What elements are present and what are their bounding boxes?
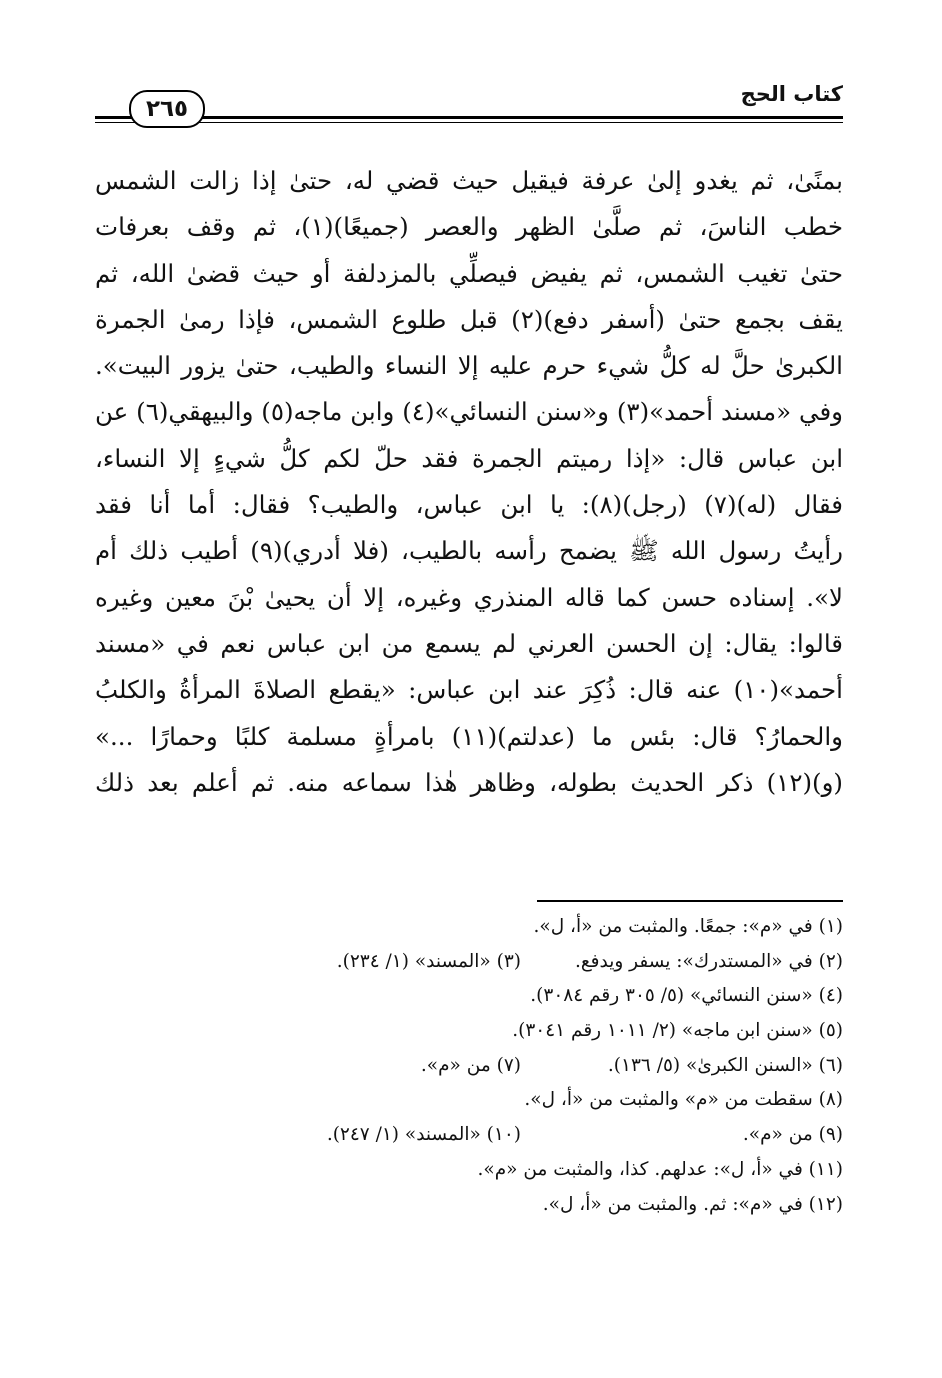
footnote-line xyxy=(95,1049,843,1084)
text-line: وفي «مسند أحمد»(٣) و«سنن النسائي»(٤) وابن ماجه(٥) والبيهقي(٦) عن xyxy=(95,397,843,427)
footnote-line xyxy=(95,1118,843,1153)
footnote: (١٢) في «م»: ثم. والمثبت من «أ، ل». xyxy=(542,1193,843,1215)
text-line: ابن عباس قال: «إذا رميتم الجمرة فقد حلّ لكم كلُّ شيءٍ إلا النساء، xyxy=(95,443,843,473)
text-line: يقف بجمع حتىٰ (أسفر دفع)(٢) قبل طلوع الشمس، فإذا رمىٰ الجمرة xyxy=(95,304,843,334)
text-line: بمنًىٰ، ثم يغدو إلىٰ عرفة فيقيل حيث قضي له، حتىٰ إذا زالت الشمس xyxy=(95,166,843,195)
running-title: كتاب الحج xyxy=(733,82,843,106)
footnote: (٢) في «المستدرك»: يسفر ويدفع. xyxy=(574,950,843,972)
text-line: أحمد»(١٠) عنه قال: ذُكِرَ عند ابن عباس: «يقطع الصلاةَ المرأةُ والكلبُ xyxy=(95,675,843,705)
text-line: حتىٰ تغيب الشمس، ثم يفيض فيصلِّي بالمزدلفة أو حيث قضىٰ الله، ثم xyxy=(95,258,843,288)
footnote: (١) في «م»: جمعًا. والمثبت من «أ، ل». xyxy=(533,916,843,937)
text-line: (و)(١٢) ذكر الحديث بطوله، وظاهر هٰذا سماعه منه. ثم أعلم بعد ذلك xyxy=(95,767,843,797)
header-rule-thick xyxy=(95,116,843,119)
main-text xyxy=(95,158,843,806)
footnote-line xyxy=(95,1153,843,1188)
footnote: (١١) في «أ، ل»: عدلهم. كذا، والمثبت من «م». xyxy=(477,1158,843,1180)
footnote: (٣) «المسند» (١/ ٢٣٤). xyxy=(336,950,521,972)
footnotes xyxy=(95,910,843,1222)
footnote-separator xyxy=(537,900,843,902)
footnote: (٨) سقطت من «م» والمثبت من «أ، ل». xyxy=(524,1089,843,1111)
text-line: قالوا: يقال: إن الحسن العرني لم يسمع من ابن عباس نعم في «مسند xyxy=(95,628,843,658)
header-rule-thin xyxy=(95,122,843,123)
text-line: رأيتُ رسول الله ﷺ يضمح رأسه بالطيب، (فلا أدري)(٩) أطيب ذلك أم xyxy=(95,536,843,566)
text-line: لا». إسناده حسن كما قاله المنذري وغيره، إلا أن يحيىٰ بْنَ معين وغيره xyxy=(95,582,843,612)
page-number: ٢٦٥ xyxy=(129,90,205,128)
footnote: (٤) «سنن النسائي» (٥/ ٣٠٥ رقم ٣٠٨٤). xyxy=(530,985,843,1007)
text-line: خطب الناسَ، ثم صلَّىٰ الظهر والعصر (جميعًا)(١)، ثم وقف بعرفات xyxy=(95,212,843,242)
page-header xyxy=(95,78,843,128)
footnote: (٩) من «م». xyxy=(742,1124,843,1146)
footnote-line xyxy=(95,1083,843,1118)
footnote: (١٠) «المسند» (١/ ٢٤٧). xyxy=(326,1124,521,1146)
footnote-line xyxy=(95,1188,843,1223)
text-line: والحمارُ؟ قال: بئس ما (عدلتم)(١١) بامرأةٍ مسلمة كلبًا وحمارًا ...» xyxy=(95,721,843,751)
text-line: فقال (له)(٧) (رجل)(٨): يا ابن عباس، والطيب؟ فقال: أما أنا فقد xyxy=(95,490,843,520)
footnote: (٥) «سنن ابن ماجه» (٢/ ١٠١١ رقم ٣٠٤١). xyxy=(512,1020,843,1042)
footnote: (٧) من «م». xyxy=(420,1054,521,1076)
text-line: الكبرىٰ حلَّ له كلُّ شيء حرم عليه إلا النساء والطيب، حتىٰ يزور البيت». xyxy=(95,351,843,381)
footnote-line xyxy=(95,945,843,980)
footnote-line xyxy=(95,1014,843,1049)
footnote: (٦) «السنن الكبرىٰ» (٥/ ١٣٦). xyxy=(607,1054,843,1076)
footnote-line xyxy=(95,910,843,945)
footnote-line xyxy=(95,979,843,1014)
